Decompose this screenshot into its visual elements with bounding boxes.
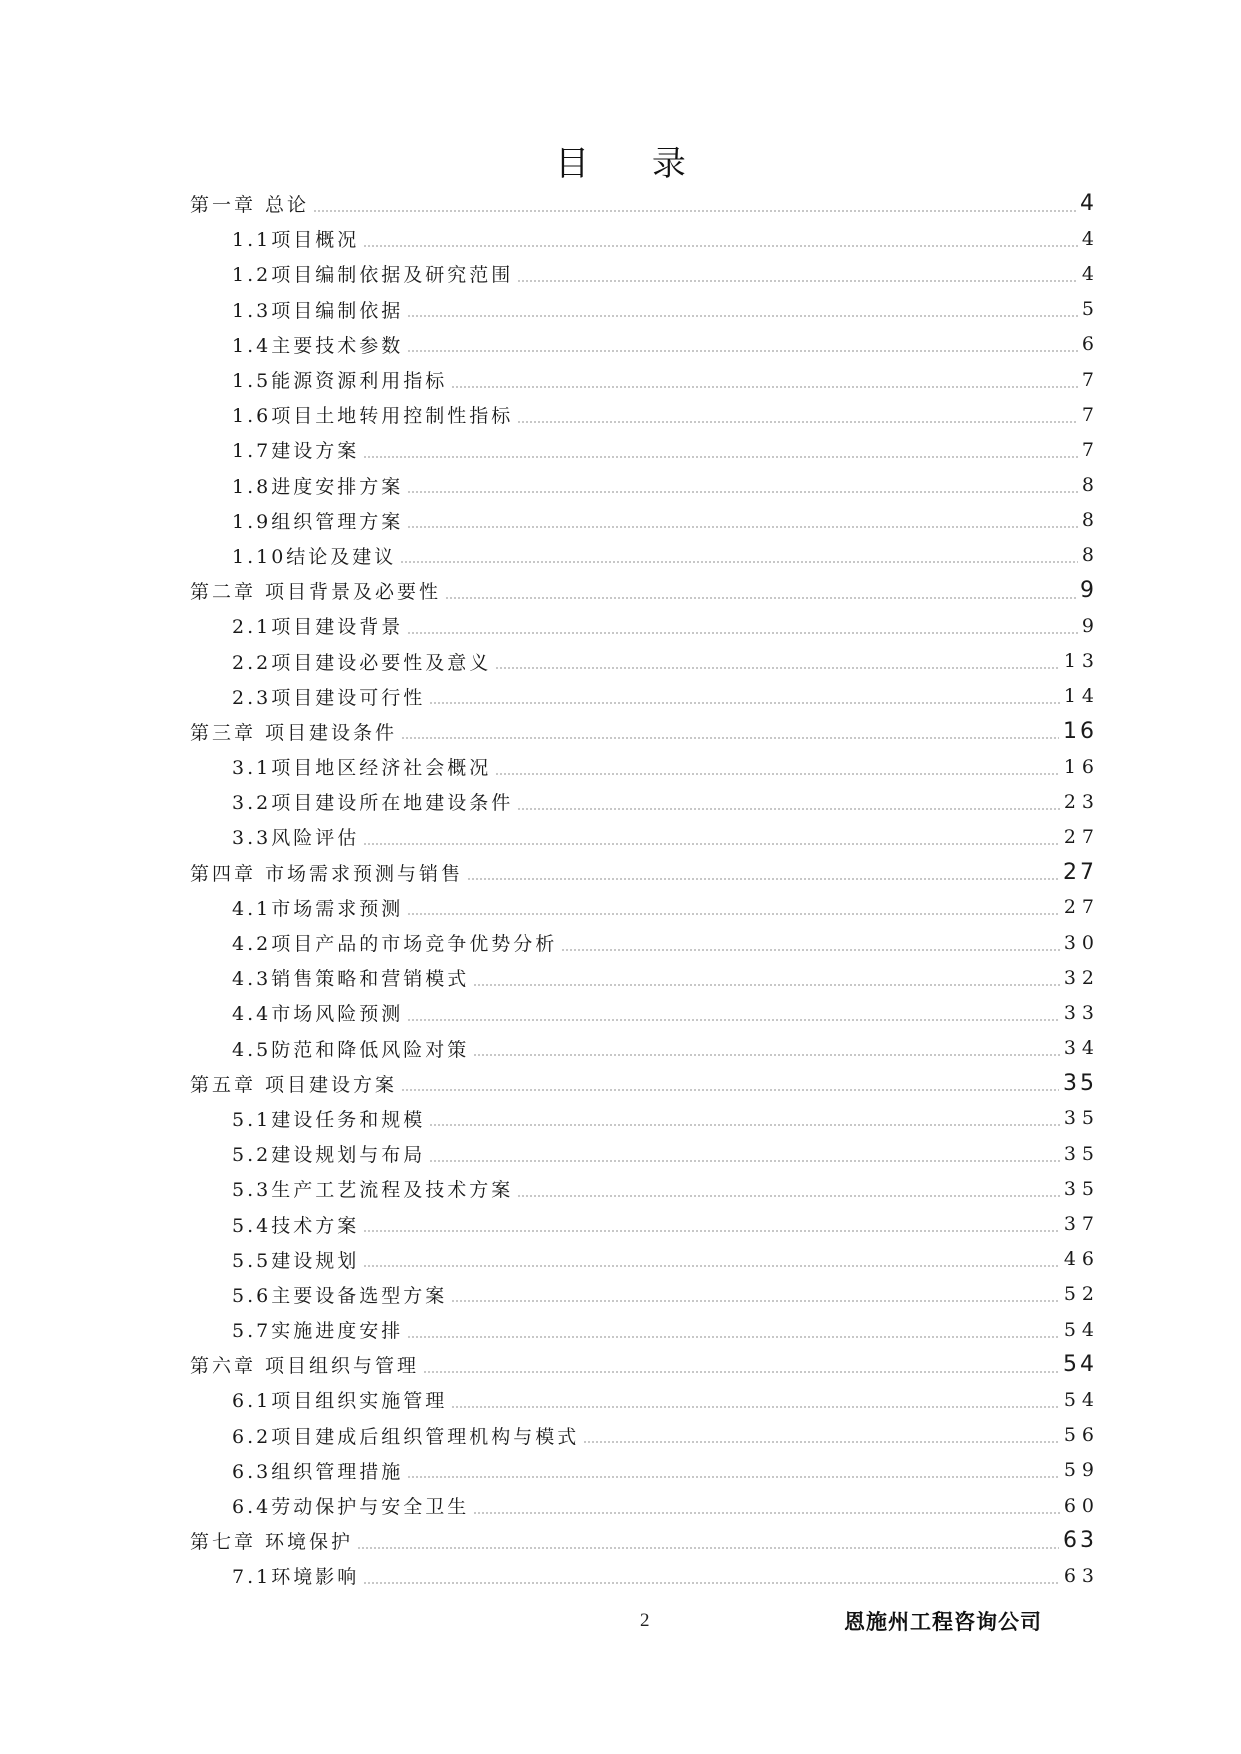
- toc-entry-page-number: 13: [1063, 650, 1100, 673]
- toc-section-entry[interactable]: [190, 292, 1100, 327]
- toc-entry-page-number: 56: [1063, 1424, 1100, 1447]
- toc-entry-label: 第六章 项目组织与管理: [190, 1355, 420, 1378]
- toc-entry-page-number: 60: [1063, 1494, 1100, 1517]
- toc-section-entry[interactable]: [190, 1101, 1100, 1136]
- toc-dot-leader: [407, 913, 1060, 915]
- toc-chapter-entry[interactable]: [190, 1523, 1097, 1558]
- toc-dot-leader: [467, 878, 1059, 880]
- toc-entry-label: 6.2项目建成后组织管理机构与模式: [232, 1425, 580, 1448]
- toc-dot-leader: [407, 1019, 1060, 1021]
- toc-entry-label: 1.9组织管理方案: [232, 510, 404, 533]
- toc-section-entry[interactable]: [190, 1312, 1100, 1347]
- toc-entry-page-number: 35: [1063, 1070, 1097, 1096]
- toc-section-entry[interactable]: [190, 1558, 1100, 1593]
- toc-entry-label: 2.2项目建设必要性及意义: [232, 651, 492, 674]
- toc-dot-leader: [583, 1441, 1060, 1443]
- toc-chapter-entry[interactable]: [190, 186, 1097, 221]
- toc-section-entry[interactable]: [190, 890, 1100, 925]
- toc-section-entry[interactable]: [190, 468, 1100, 503]
- toc-section-entry[interactable]: [190, 608, 1100, 643]
- toc-entry-label: 7.1环境影响: [232, 1566, 360, 1589]
- toc-entry-page-number: 4: [1080, 191, 1097, 217]
- toc-dot-leader: [517, 280, 1078, 282]
- toc-entry-label: 4.3销售策略和营销模式: [232, 968, 470, 991]
- toc-chapter-entry[interactable]: [190, 573, 1097, 608]
- toc-dot-leader: [407, 1336, 1060, 1338]
- toc-dot-leader: [407, 632, 1078, 634]
- toc-dot-leader: [517, 808, 1060, 810]
- toc-dot-leader: [517, 421, 1078, 423]
- toc-entry-page-number: 35: [1063, 1177, 1100, 1200]
- toc-entry-label: 第二章 项目背景及必要性: [190, 581, 442, 604]
- toc-chapter-entry[interactable]: [190, 1347, 1097, 1382]
- toc-section-entry[interactable]: [190, 1418, 1100, 1453]
- toc-entry-page-number: 16: [1063, 755, 1100, 778]
- toc-entry-label: 6.4劳动保护与安全卫生: [232, 1496, 470, 1519]
- toc-section-entry[interactable]: [190, 1171, 1100, 1206]
- toc-entry-label: 2.1项目建设背景: [232, 616, 404, 639]
- toc-entry-page-number: 8: [1081, 509, 1100, 532]
- toc-entry-label: 3.1项目地区经济社会概况: [232, 757, 492, 780]
- toc-entry-page-number: 63: [1063, 1564, 1100, 1587]
- toc-dot-leader: [407, 315, 1078, 317]
- toc-entry-page-number: 46: [1063, 1248, 1100, 1271]
- toc-entry-page-number: 35: [1063, 1107, 1100, 1130]
- toc-section-entry[interactable]: [190, 1382, 1100, 1417]
- toc-dot-leader: [363, 1230, 1060, 1232]
- toc-dot-leader: [313, 210, 1076, 212]
- toc-dot-leader: [451, 1406, 1060, 1408]
- toc-entry-page-number: 59: [1063, 1459, 1100, 1482]
- toc-section-entry[interactable]: [190, 1277, 1100, 1312]
- toc-entry-label: 第七章 环境保护: [190, 1531, 354, 1554]
- toc-section-entry[interactable]: [190, 679, 1100, 714]
- toc-chapter-entry[interactable]: [190, 1066, 1097, 1101]
- toc-section-entry[interactable]: [190, 432, 1100, 467]
- toc-dot-leader: [407, 491, 1078, 493]
- toc-entry-page-number: 8: [1081, 544, 1100, 567]
- toc-section-entry[interactable]: [190, 925, 1100, 960]
- toc-section-entry[interactable]: [190, 538, 1100, 573]
- toc-entry-label: 1.2项目编制依据及研究范围: [232, 264, 514, 287]
- toc-entry-label: 2.3项目建设可行性: [232, 686, 426, 709]
- toc-entry-page-number: 4: [1081, 262, 1100, 285]
- toc-entry-label: 4.2项目产品的市场竞争优势分析: [232, 933, 558, 956]
- toc-entry-page-number: 14: [1063, 685, 1100, 708]
- toc-entry-label: 1.4主要技术参数: [232, 334, 404, 357]
- toc-entry-label: 4.5防范和降低风险对策: [232, 1038, 470, 1061]
- toc-section-entry[interactable]: [190, 1488, 1100, 1523]
- toc-section-entry[interactable]: [190, 362, 1100, 397]
- toc-entry-label: 4.4市场风险预测: [232, 1003, 404, 1026]
- toc-entry-page-number: 5: [1081, 298, 1100, 321]
- toc-entry-label: 4.1市场需求预测: [232, 897, 404, 920]
- toc-entry-page-number: 63: [1063, 1528, 1097, 1554]
- toc-entry-label: 1.8进度安排方案: [232, 475, 404, 498]
- toc-entry-label: 1.5能源资源利用指标: [232, 370, 448, 393]
- toc-entry-label: 第一章 总论: [190, 194, 310, 217]
- toc-entry-page-number: 30: [1063, 931, 1100, 954]
- toc-entry-label: 5.1建设任务和规模: [232, 1108, 426, 1131]
- toc-section-entry[interactable]: [190, 1453, 1100, 1488]
- toc-dot-leader: [363, 245, 1078, 247]
- toc-entry-page-number: 33: [1063, 1001, 1100, 1024]
- toc-dot-leader: [363, 843, 1060, 845]
- toc-entry-page-number: 23: [1063, 790, 1100, 813]
- toc-entry-label: 3.2项目建设所在地建设条件: [232, 792, 514, 815]
- toc-section-entry[interactable]: [190, 1206, 1100, 1241]
- toc-dot-leader: [445, 597, 1076, 599]
- toc-section-entry[interactable]: [190, 221, 1100, 256]
- toc-dot-leader: [357, 1547, 1059, 1549]
- footer-company-name: 恩施州工程咨询公司: [844, 1610, 1042, 1634]
- toc-entry-label: 1.10结论及建议: [232, 545, 397, 568]
- toc-entry-page-number: 32: [1063, 966, 1100, 989]
- footer-page-number: 2: [640, 1610, 650, 1631]
- toc-dot-leader: [517, 1195, 1060, 1197]
- toc-entry-page-number: 27: [1063, 825, 1100, 848]
- toc-entry-page-number: 7: [1081, 368, 1100, 391]
- toc-entry-page-number: 9: [1081, 614, 1100, 637]
- toc-entry-page-number: 16: [1063, 718, 1097, 744]
- toc-section-entry[interactable]: [190, 819, 1100, 854]
- toc-dot-leader: [473, 1512, 1060, 1514]
- toc-dot-leader: [401, 737, 1059, 739]
- toc-entry-label: 1.7建设方案: [232, 440, 360, 463]
- toc-entry-page-number: 54: [1063, 1318, 1100, 1341]
- table-of-contents: [190, 186, 1100, 1594]
- toc-entry-page-number: 4: [1081, 227, 1100, 250]
- toc-entry-page-number: 54: [1063, 1352, 1097, 1378]
- toc-entry-label: 5.5建设规划: [232, 1249, 360, 1272]
- toc-chapter-entry[interactable]: [190, 855, 1097, 890]
- toc-entry-label: 第四章 市场需求预测与销售: [190, 862, 464, 885]
- toc-entry-label: 5.7实施进度安排: [232, 1320, 404, 1343]
- toc-entry-label: 6.3组织管理措施: [232, 1460, 404, 1483]
- toc-dot-leader: [451, 386, 1078, 388]
- toc-dot-leader: [423, 1371, 1059, 1373]
- toc-section-entry[interactable]: [190, 749, 1100, 784]
- toc-dot-leader: [363, 1582, 1060, 1584]
- toc-entry-page-number: 37: [1063, 1213, 1100, 1236]
- toc-entry-page-number: 6: [1081, 333, 1100, 356]
- toc-entry-label: 1.1项目概况: [232, 229, 360, 252]
- toc-entry-page-number: 27: [1063, 859, 1097, 885]
- toc-entry-page-number: 9: [1080, 578, 1097, 604]
- toc-entry-label: 5.6主要设备选型方案: [232, 1284, 448, 1307]
- toc-dot-leader: [400, 561, 1078, 563]
- toc-entry-page-number: 52: [1063, 1283, 1100, 1306]
- toc-entry-label: 5.3生产工艺流程及技术方案: [232, 1179, 514, 1202]
- toc-entry-label: 6.1项目组织实施管理: [232, 1390, 448, 1413]
- toc-section-entry[interactable]: [190, 995, 1100, 1030]
- toc-entry-label: 1.3项目编制依据: [232, 299, 404, 322]
- toc-entry-label: 1.6项目土地转用控制性指标: [232, 405, 514, 428]
- toc-entry-page-number: 7: [1081, 403, 1100, 426]
- toc-dot-leader: [451, 1300, 1060, 1302]
- toc-entry-page-number: 8: [1081, 474, 1100, 497]
- toc-section-entry[interactable]: [190, 1242, 1100, 1277]
- toc-dot-leader: [429, 1124, 1060, 1126]
- toc-entry-page-number: 54: [1063, 1388, 1100, 1411]
- toc-section-entry[interactable]: [190, 643, 1100, 678]
- toc-section-entry[interactable]: [190, 327, 1100, 362]
- toc-entry-page-number: 27: [1063, 896, 1100, 919]
- toc-dot-leader: [495, 773, 1060, 775]
- page-title: 目 录: [555, 144, 712, 184]
- toc-dot-leader: [363, 1265, 1060, 1267]
- toc-dot-leader: [407, 350, 1078, 352]
- toc-section-entry[interactable]: [190, 784, 1100, 819]
- toc-entry-label: 第三章 项目建设条件: [190, 721, 398, 744]
- toc-dot-leader: [473, 1054, 1060, 1056]
- toc-section-entry[interactable]: [190, 256, 1100, 291]
- toc-dot-leader: [407, 1476, 1060, 1478]
- toc-entry-page-number: 7: [1081, 438, 1100, 461]
- toc-dot-leader: [401, 1089, 1059, 1091]
- toc-dot-leader: [473, 984, 1060, 986]
- toc-entry-page-number: 34: [1063, 1037, 1100, 1060]
- toc-entry-label: 3.3风险评估: [232, 827, 360, 850]
- toc-chapter-entry[interactable]: [190, 714, 1097, 749]
- toc-entry-label: 5.2建设规划与布局: [232, 1144, 426, 1167]
- toc-section-entry[interactable]: [190, 503, 1100, 538]
- toc-dot-leader: [363, 456, 1078, 458]
- toc-dot-leader: [561, 949, 1060, 951]
- toc-section-entry[interactable]: [190, 1031, 1100, 1066]
- toc-section-entry[interactable]: [190, 960, 1100, 995]
- toc-dot-leader: [407, 526, 1078, 528]
- toc-entry-page-number: 35: [1063, 1142, 1100, 1165]
- toc-dot-leader: [429, 702, 1060, 704]
- toc-entry-label: 5.4技术方案: [232, 1214, 360, 1237]
- toc-section-entry[interactable]: [190, 397, 1100, 432]
- toc-entry-label: 第五章 项目建设方案: [190, 1073, 398, 1096]
- toc-dot-leader: [495, 667, 1060, 669]
- toc-section-entry[interactable]: [190, 1136, 1100, 1171]
- toc-dot-leader: [429, 1160, 1060, 1162]
